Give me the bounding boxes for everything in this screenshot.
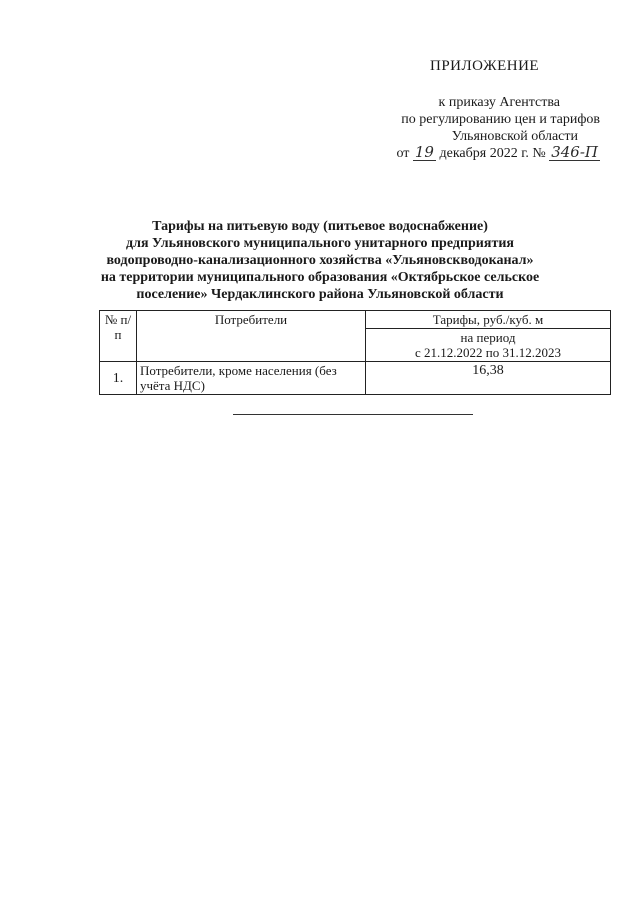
approval-line-agency: к приказу Агентства <box>438 95 560 110</box>
order-month-year: декабря 2022 г. № <box>439 146 546 161</box>
heading-line: для Ульяновского муниципального унитарного предприятия <box>126 236 514 251</box>
header-tariffs: Тарифы, руб./куб. м <box>366 311 611 329</box>
heading-line: поселение» Чердаклинского района Ульяновской области <box>136 287 504 302</box>
table-row <box>100 362 611 395</box>
heading-line: Тарифы на питьевую воду (питьевое водоснабжение) <box>152 219 488 234</box>
period-label: на период <box>460 330 516 345</box>
approval-line-region: Ульяновской области <box>451 129 578 144</box>
row-number: 1. <box>100 362 137 395</box>
approval-block <box>396 94 600 162</box>
header-period <box>366 329 611 362</box>
document-heading <box>90 218 550 303</box>
period-range: с 21.12.2022 по 31.12.2023 <box>415 345 561 360</box>
order-line <box>396 145 600 162</box>
tariff-table <box>99 310 611 395</box>
header-number: № п/п <box>100 311 137 362</box>
order-prefix: от <box>396 146 410 161</box>
heading-line: на территории муниципального образования «Октябрьское сельское <box>100 270 540 285</box>
heading-line: водопроводно-канализационного хозяйства «Ульяновскводоканал» <box>106 253 534 268</box>
header-consumers: Потребители <box>137 311 366 362</box>
row-tariff-value: 16,38 <box>366 362 611 395</box>
appendix-title: ПРИЛОЖЕНИЕ <box>430 58 540 74</box>
row-consumer: Потребители, кроме населения (без учёта НДС) <box>137 362 366 395</box>
closing-rule <box>233 414 473 415</box>
table-header-row <box>100 311 611 329</box>
order-number-handwritten: 346-П <box>551 143 598 161</box>
order-day-handwritten: 19 <box>414 143 434 161</box>
approval-line-regulation: по регулированию цен и тарифов <box>401 112 600 127</box>
